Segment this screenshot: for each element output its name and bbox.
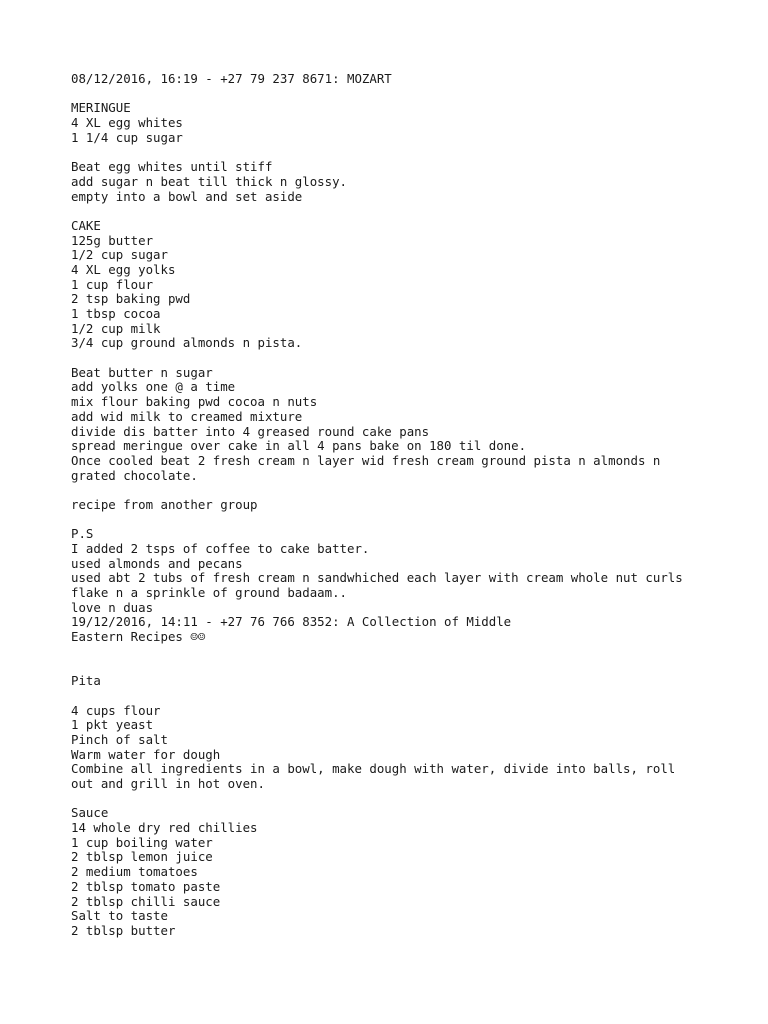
text-line: 14 whole dry red chillies	[71, 820, 258, 836]
blank-line	[71, 689, 751, 704]
blank-line	[71, 483, 751, 498]
text-line: I added 2 tsps of coffee to cake batter.	[71, 541, 370, 556]
text-line: 4 XL egg whites	[71, 115, 183, 131]
text-line: 3/4 cup ground almonds n pista.	[71, 335, 303, 351]
text-line: out and grill in hot oven.	[71, 776, 265, 791]
text-line: 4 XL egg yolks	[71, 261, 176, 277]
text-line: add sugar n beat till thick n glossy.	[71, 173, 348, 189]
blank-line	[71, 87, 751, 102]
blank-line	[71, 145, 751, 160]
text-line: P.S	[71, 526, 94, 542]
text-line: Pita	[71, 673, 101, 689]
text-line: 2 tsp baking pwd	[71, 291, 191, 307]
blank-line	[71, 660, 751, 675]
text-line: 2 tblsp butter	[71, 922, 176, 938]
text-line: 2 tblsp lemon juice	[71, 849, 213, 865]
text-line: 1/2 cup milk	[71, 320, 161, 336]
text-line: mix flour baking pwd cocoa n nuts	[71, 394, 318, 410]
text-line: 2 medium tomatoes	[71, 864, 198, 880]
text-line: used abt 2 tubs of fresh cream n sandwhiched each layer with cream whole nut curls	[71, 570, 683, 586]
text-line: Pinch of salt	[71, 731, 168, 747]
text-line: add wid milk to creamed mixture	[71, 408, 303, 424]
text-line: 1 pkt yeast	[71, 717, 154, 733]
text-line: Salt to taste	[71, 908, 168, 924]
blank-line	[71, 645, 751, 660]
text-line: spread meringue over cake in all 4 pans bake on 180 til done.	[71, 438, 527, 454]
text-line: Once cooled beat 2 fresh cream n layer wid fresh cream ground pista n almonds n	[71, 452, 661, 468]
text-line: flake n a sprinkle of ground badaam..	[71, 585, 348, 601]
text-line: 125g butter	[71, 232, 154, 248]
text-line: add yolks one @ a time	[71, 379, 236, 395]
text-line: 1 cup boiling water	[71, 834, 213, 850]
text-line: 1 1/4 cup sugar	[71, 129, 183, 145]
text-line: 1 tbsp cocoa	[71, 306, 161, 321]
text-line: 4 cups flour	[71, 702, 161, 718]
text-line: 08/12/2016, 16:19 - +27 79 237 8671: MOZART	[71, 71, 392, 86]
text-line: 1/2 cup sugar	[71, 247, 168, 263]
text-line: empty into a bowl and set aside	[71, 188, 303, 204]
blank-line	[71, 204, 751, 219]
text-line: Beat egg whites until stiff	[71, 159, 273, 175]
text-line: Eastern Recipes ☺☺	[71, 629, 206, 645]
text-line: divide dis batter into 4 greased round cake pans	[71, 423, 430, 439]
text-line: recipe from another group	[71, 496, 258, 512]
text-line: 1 cup flour	[71, 276, 154, 292]
blank-line	[71, 351, 751, 366]
text-line: love n duas	[71, 599, 154, 615]
text-line: 19/12/2016, 14:11 - +27 76 766 8352: A Collection of Middle	[71, 614, 512, 630]
text-line: CAKE	[71, 217, 101, 233]
text-line: used almonds and pecans	[71, 555, 243, 571]
text-line: Beat butter n sugar	[71, 364, 213, 380]
blank-line	[71, 792, 751, 807]
text-line: 2 tblsp chilli sauce	[71, 893, 221, 909]
text-line: 2 tblsp tomato paste	[71, 878, 221, 894]
text-line: MERINGUE	[71, 100, 131, 116]
text-line: Combine all ingredients in a bowl, make dough with water, divide into balls, roll	[71, 761, 676, 777]
text-line: Sauce	[71, 805, 109, 821]
text-line: grated chocolate.	[71, 467, 198, 483]
blank-line	[71, 513, 751, 528]
document-body	[71, 72, 751, 939]
text-line: Warm water for dough	[71, 746, 221, 762]
